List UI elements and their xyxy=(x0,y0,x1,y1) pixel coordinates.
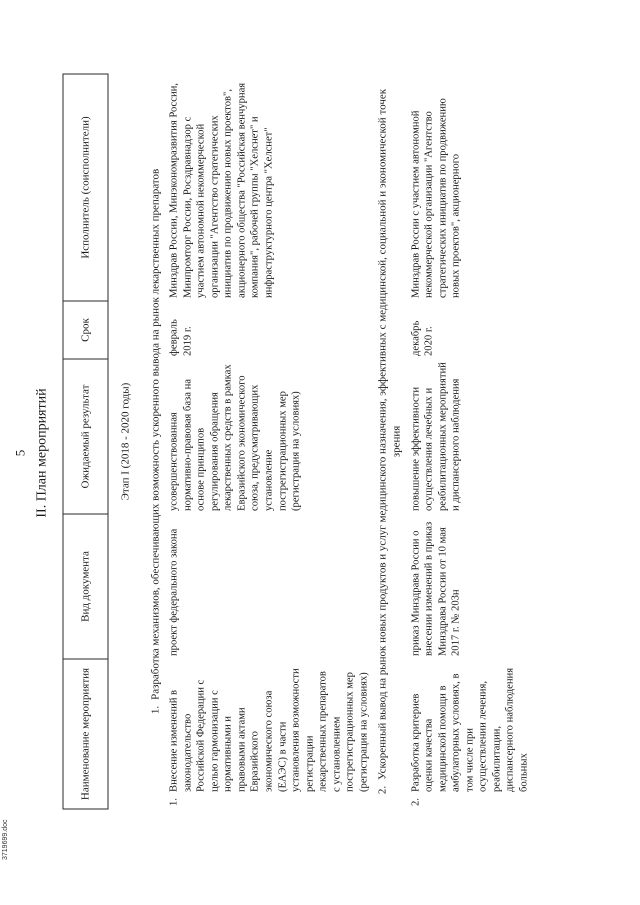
row-number: 1. xyxy=(168,797,180,806)
measure-name: Разработка критериев оценки качества медицинской помощи в амбулаторных условиях, в том числе при осуществлении лечения, реабилитации, диспансерного наблюдения больных xyxy=(409,667,529,792)
result-cell: усовершенствованная нормативно-правовая база на основе принципов регулирования обращения лекарственных средств в рамках Евразийского экономического союза, предусматривающих установление пострегистрационных мер (регистрация на условиях) xyxy=(168,363,302,511)
executor-cell: Минздрав России, Минэкономразвития России, Минпромторг России, Росздравнадзор с участием автономной некоммерческой организации "Агентство стратегических инициатив по продвижению новых проектов", акционерного общества "Российская венчурная компания", рабочей группы "Хелснет" и инфраструктурного центра "Хелснет" xyxy=(168,82,274,298)
page-number: 5 xyxy=(12,449,27,456)
section-heading-row xyxy=(371,74,407,809)
stage-row xyxy=(108,74,145,809)
measure-name-cell xyxy=(408,659,532,809)
section-title: Разработка механизмов, обеспечивающих возможность ускоренного вывода на рынок лекарственных препаратов xyxy=(149,168,162,700)
section-title: Ускоренный вывод на рынок новых продуктов и услуг медицинского назначения, эффективных с медицинской, социальной и экономической точек зрения xyxy=(376,88,403,780)
column-header-doc-type: Вид документа xyxy=(63,514,108,659)
section-number: 1. xyxy=(149,705,162,714)
plan-table xyxy=(62,73,531,809)
deadline-cell: февраль 2019 г. xyxy=(168,318,193,356)
table-row xyxy=(166,74,371,809)
table-header-row xyxy=(63,74,108,809)
footer-doc-id: 3719699.doc xyxy=(2,819,9,860)
column-header-executor: Исполнитель (соисполнители) xyxy=(63,74,108,301)
doc-type-cell: приказ Минздрава России о внесении изменений в приказ Минздрава России от 10 мая 2017 г. № 203н xyxy=(409,521,462,656)
doc-type-cell: проект федерального закона xyxy=(168,528,180,656)
section-heading xyxy=(371,74,407,809)
column-header-name: Наименование мероприятия xyxy=(63,659,108,809)
row-number: 2. xyxy=(409,797,421,806)
table-row xyxy=(408,74,532,809)
section-heading xyxy=(144,74,166,809)
measure-name: Внесение изменений в законодательство Российской Федерации с целью гармонизации с нормативными и правовыми актами Евразийского экономического союза (ЕАЭС) в части установления возможности регистрации лекарственных препаратов с установлением пострегистрационных мер (регистрация на условиях) xyxy=(168,667,369,792)
column-header-result: Ожидаемый результат xyxy=(63,359,108,514)
deadline-cell: декабрь 2020 г. xyxy=(409,320,435,356)
section-number: 2. xyxy=(376,785,389,794)
page-title: II. План мероприятий xyxy=(34,387,49,518)
measure-name-cell xyxy=(166,659,371,809)
section-heading-row xyxy=(144,74,166,809)
executor-cell: Минздрав России с участием автономной некоммерческой организации "Агентство стратегических инициатив по продвижению новых проектов", акционерного xyxy=(409,97,462,298)
column-header-deadline: Срок xyxy=(63,301,108,359)
result-cell: повышение эффективности осуществления лечебных и реабилитационных мероприятий и диспансерного наблюдения xyxy=(409,361,462,511)
stage-label: Этап I (2018 - 2020 годы) xyxy=(119,382,131,500)
